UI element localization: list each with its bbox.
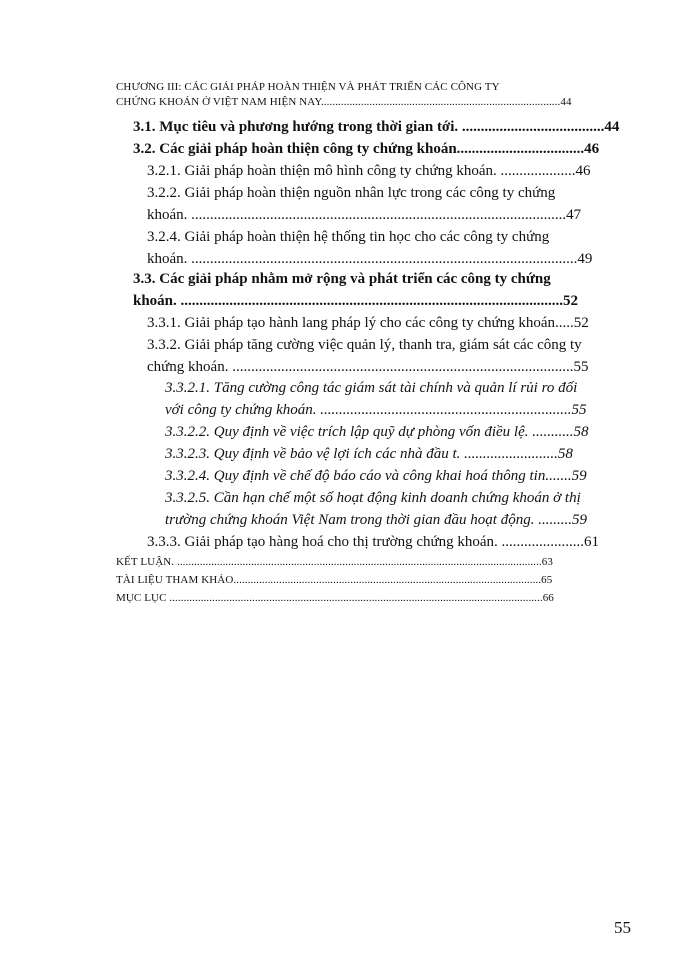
toc-line: 3.3.2.2. Quy định về việc trích lập quỹ dự phòng vốn điều lệ. ...........58 (165, 424, 589, 440)
toc-entry-3-2 (133, 138, 599, 160)
toc-line: 3.3.2.3. Quy định về bảo vệ lợi ích các nhà đầu t. .........................58 (165, 446, 573, 462)
toc-line: khoán. .......................................................................................................49 (147, 251, 593, 267)
toc-entry-3-2-1 (147, 160, 591, 182)
toc-entry-3-2-4 (147, 226, 592, 270)
toc-line: chứng khoán. ...........................................................................................55 (147, 359, 589, 375)
toc-entry-contents (116, 591, 554, 606)
toc-line: TÀI LIỆU THAM KHẢO............................................................................................................65 (116, 574, 553, 586)
toc-line: 3.2.1. Giải pháp hoàn thiện mô hình công ty chứng khoán. ....................46 (147, 163, 591, 179)
toc-entry-3-3-2-5 (165, 487, 587, 531)
toc-line: 3.3.2. Giải pháp tăng cường việc quản lý, thanh tra, giám sát các công ty (147, 337, 582, 353)
toc-entry-conclusion (116, 555, 553, 570)
toc-line: khoán. ......................................................................................................52 (133, 293, 579, 309)
toc-entry-3-3-3 (147, 531, 599, 553)
toc-line: 3.3.2.1. Tăng cường công tác giám sát tài chính và quản lí rủi ro đối (165, 380, 578, 396)
toc-entry-3-3 (133, 268, 578, 312)
toc-entry-3-3-2 (147, 334, 588, 378)
toc-entry-3-1 (133, 116, 619, 138)
toc-entry-3-3-1 (147, 312, 589, 334)
toc-line: 3.2.4. Giải pháp hoàn thiện hệ thống tin học cho các công ty chứng (147, 229, 550, 245)
toc-line: 3.3.1. Giải pháp tạo hành lang pháp lý cho các công ty chứng khoán.....52 (147, 315, 589, 331)
page-number: 55 (614, 918, 631, 937)
toc-line: 3.3.2.5. Cần hạn chế một số hoạt động kinh doanh chứng khoán ở thị (165, 490, 581, 506)
toc-entry-3-3-2-1 (165, 377, 587, 421)
toc-line: 3.1. Mục tiêu và phương hướng trong thời gian tới. ......................................44 (133, 119, 620, 135)
toc-line: trường chứng khoán Việt Nam trong thời gian đầu hoạt động. .........59 (165, 512, 587, 528)
toc-line: 3.3. Các giải pháp nhằm mở rộng và phát triển các công ty chứng (133, 271, 551, 287)
toc-line: KẾT LUẬN. ................................................................................................................................63 (116, 556, 553, 568)
toc-entry-chapter-3 (116, 80, 572, 110)
toc-line: khoán. ....................................................................................................47 (147, 207, 582, 223)
toc-line: MỤC LỤC ...................................................................................................................................66 (116, 592, 554, 604)
toc-entry-3-3-2-4 (165, 465, 587, 487)
toc-line: CHƯƠNG III: CÁC GIẢI PHÁP HOÀN THIỆN VÀ PHÁT TRIỂN CÁC CÔNG TY (116, 81, 500, 93)
toc-line: CHỨNG KHOÁN Ở VIỆT NAM HIỆN NAY....................................................................................44 (116, 96, 572, 108)
toc-line: với công ty chứng khoán. ...................................................................55 (165, 402, 587, 418)
toc-entry-3-3-2-3 (165, 443, 573, 465)
toc-line: 3.3.2.4. Quy định về chế độ báo cáo và công khai hoá thông tin.......59 (165, 468, 587, 484)
toc-line: 3.2. Các giải pháp hoàn thiện công ty chứng khoán..................................46 (133, 141, 600, 157)
toc-entry-references (116, 573, 552, 588)
toc-line: 3.2.2. Giải pháp hoàn thiện nguồn nhân lực trong các công ty chứng (147, 185, 556, 201)
toc-line: 3.3.3. Giải pháp tạo hàng hoá cho thị trường chứng khoán. ......................61 (147, 534, 600, 550)
toc-entry-3-3-2-2 (165, 421, 589, 443)
toc-entry-3-2-2 (147, 182, 581, 226)
